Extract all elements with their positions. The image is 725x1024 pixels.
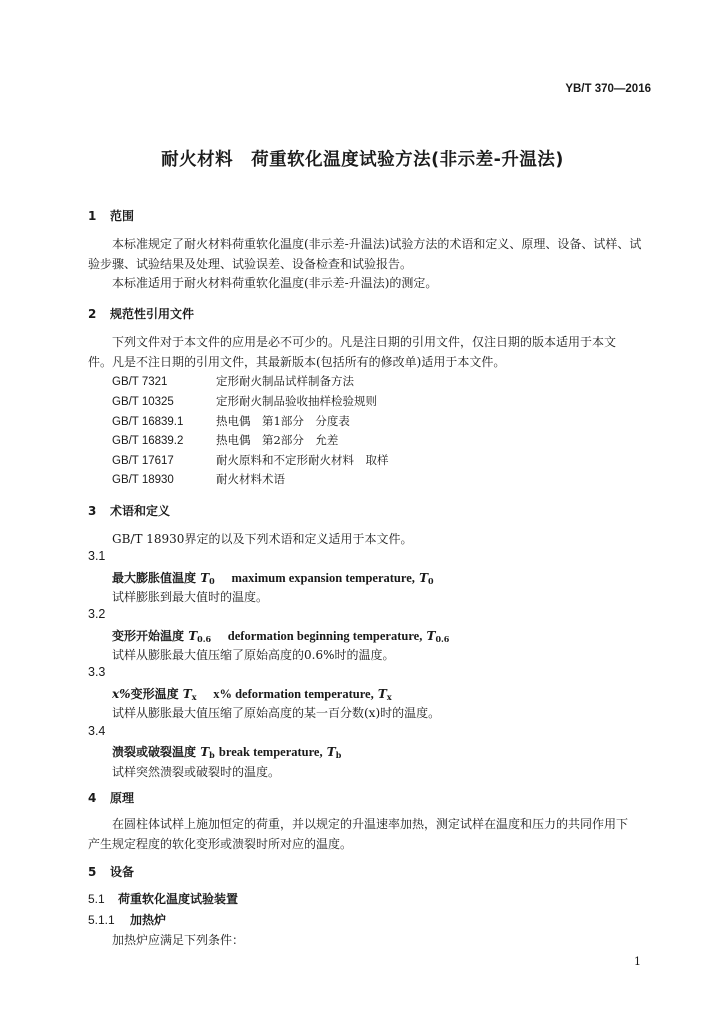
section-title: 设备 [110,865,135,879]
reference-name: 耐火材料术语 [216,472,285,486]
reference-name: 定形耐火制品试样制备方法 [216,374,354,388]
section-number: 1 [88,209,97,223]
term-zh: 溃裂或破裂温度 [112,745,197,759]
reference-item [112,471,285,487]
normative-refs-paragraph-line-1: 下列文件对于本文件的应用是必不可少的。凡是注日期的引用文件，仅注日期的版本适用于本文 [112,335,617,349]
section-number: 2 [88,307,97,321]
section-title: 规范性引用文件 [110,307,195,321]
section-number: 4 [88,791,97,805]
section-title: 术语和定义 [110,504,171,518]
term-heading [112,569,434,586]
standard-number: YB/T 370—2016 [565,83,651,95]
term-symbol-subscript: b [335,750,342,760]
term-symbol-subscript: b [209,750,215,760]
reference-item [112,452,389,468]
term-en: x% deformation temperature, [213,687,374,701]
term-number: 3.1 [88,549,106,563]
reference-code: GB/T 18930 [112,474,174,486]
section-4-heading [88,789,134,806]
principle-paragraph-line-1: 在圆柱体试样上施加恒定的荷重，并以规定的升温速率加热，测定试样在温度和压力的共同作用下 [112,817,629,831]
subsection-number: 5.1.1 [88,913,115,927]
term-prefix: x% [112,687,131,701]
term-symbol: T [182,687,192,701]
section-number: 5 [88,865,97,879]
term-symbol-subscript: 0 [428,576,434,586]
reference-item [112,393,377,409]
section-number: 3 [88,504,97,518]
term-symbol: T [200,571,210,585]
reference-item [112,413,350,429]
term-symbol: T [188,629,198,643]
term-heading [112,743,341,760]
term-symbol-subscript: 0 [209,576,215,586]
term-heading [112,627,449,644]
term-number: 3.3 [88,665,106,679]
term-zh: 最大膨胀值温度 [112,571,197,585]
section-3-heading [88,502,170,519]
term-zh: 变形开始温度 [112,629,185,643]
term-heading [112,685,392,702]
reference-name: 定形耐火制品验收抽样检验规则 [216,394,377,408]
subsection-number: 5.1 [88,892,105,906]
reference-code: GB/T 16839.2 [112,435,184,447]
term-symbol: T [426,629,436,643]
section-title: 原理 [110,791,135,805]
scope-paragraph-2: 本标准适用于耐火材料荷重软化温度(非示差-升温法)的测定。 [112,276,438,290]
term-definition: 试样从膨胀最大值压缩了原始高度的某一百分数(x)时的温度。 [112,706,441,720]
term-symbol-subscript: 0.6 [435,634,450,644]
reference-code: GB/T 7321 [112,376,168,388]
page-number: 1 [634,955,641,968]
term-definition: 试样膨胀到最大值时的温度。 [112,590,269,604]
reference-code: GB/T 10325 [112,396,174,408]
reference-item [112,432,338,448]
term-en: break temperature, [218,745,323,759]
reference-item [112,373,354,389]
term-symbol: T [326,745,336,759]
term-symbol: T [377,687,387,701]
subsection-title: 荷重软化温度试验装置 [118,892,239,906]
term-symbol-subscript: x [191,692,197,702]
term-en: deformation beginning temperature, [227,629,423,643]
section-5-heading [88,863,134,880]
term-number: 3.4 [88,724,106,738]
reference-name: 热电偶 第2部分 允差 [216,433,339,447]
term-definition: 试样突然溃裂或破裂时的温度。 [112,765,281,779]
subsection-5-1-1-heading [88,911,166,928]
section-1-heading [88,207,134,224]
scope-paragraph-line-2: 验步骤、试验结果及处理、试验误差、设备检查和试验报告。 [88,257,413,271]
subsection-5-1-heading [88,890,238,907]
normative-refs-paragraph-line-2: 件。凡是不注日期的引用文件，其最新版本(包括所有的修改单)适用于本文件。 [88,355,506,369]
term-definition: 试样从膨胀最大值压缩了原始高度的0.6%时的温度。 [112,648,395,662]
term-symbol: T [200,745,210,759]
term-en: maximum expansion temperature, [231,571,415,585]
document-title: 耐火材料 荷重软化温度试验方法(非示差-升温法) [161,150,564,170]
term-symbol-subscript: 0.6 [197,634,212,644]
principle-paragraph-line-2: 产生规定程度的软化变形或溃裂时所对应的温度。 [88,837,353,851]
term-number: 3.2 [88,607,106,621]
reference-code: GB/T 17617 [112,455,174,467]
reference-name: 耐火原料和不定形耐火材料 取样 [216,453,389,467]
scope-paragraph-line-1: 本标准规定了耐火材料荷重软化温度(非示差-升温法)试验方法的术语和定义、原理、设备、试样、试 [112,237,642,251]
term-symbol-subscript: x [386,692,392,702]
term-zh: 变形温度 [130,687,179,701]
furnace-requirements-intro: 加热炉应满足下列条件： [112,933,245,947]
section-title: 范围 [110,209,135,223]
section-2-heading [88,305,194,322]
term-symbol: T [419,571,428,585]
terms-intro-paragraph: GB/T 18930界定的以及下列术语和定义适用于本文件。 [112,532,413,546]
subsection-title: 加热炉 [130,913,167,927]
reference-name: 热电偶 第1部分 分度表 [216,414,350,428]
reference-code: GB/T 16839.1 [112,416,184,428]
